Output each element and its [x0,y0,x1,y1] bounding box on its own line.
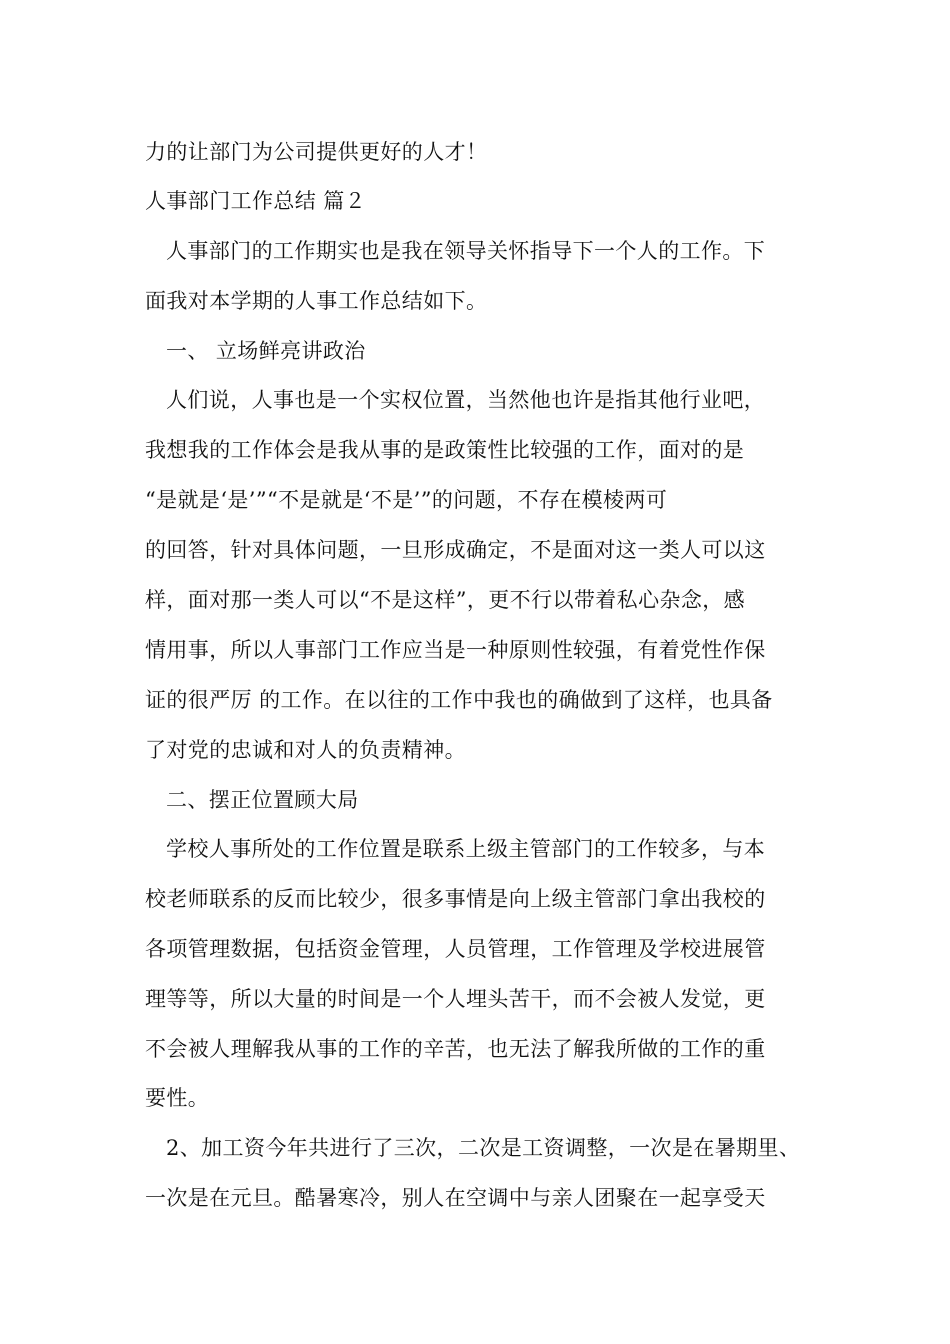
paragraph-line: 面我对本学期的人事工作总结如下。 [145,289,488,313]
paragraph-line: 2、加工资今年共进行了三次，二次是工资调整，一次是在暑期里、 [166,1136,801,1160]
paragraph-line: 不会被人理解我从事的工作的辛苦，也无法了解我所做的工作的重 [145,1037,766,1061]
paragraph-line: 力的让部门为公司提供更好的人才！ [145,140,488,164]
paragraph-line: 的回答，针对具体问题，一旦形成确定，不是面对这一类人可以这 [145,538,766,562]
paragraph-line: 校老师联系的反而比较少，很多事情是向上级主管部门拿出我校的 [145,887,766,911]
section-title: 人事部门工作总结 篇２ [145,189,367,213]
paragraph-line: 学校人事所处的工作位置是联系上级主管部门的工作较多，与本 [166,837,766,861]
paragraph-line: 证的很严厉 的工作。在以往的工作中我也的确做到了这样，也具备 [145,688,773,712]
paragraph-line: 一次是在元旦。酷暑寒冷，别人在空调中与亲人团聚在一起享受天 [145,1186,766,1210]
paragraph-line: 人们说，人事也是一个实权位置，当然他也许是指其他行业吧， [166,388,766,412]
paragraph-line: 要性。 [145,1086,210,1110]
heading-line: 二、摆正位置顾大局 [166,788,359,812]
paragraph-line: “是就是‘是’”“不是就是‘不是’”的问题，不存在模棱两可 [145,488,668,512]
paragraph-line: 样，面对那一类人可以“不是这样”，更不行以带着私心杂念，感 [145,588,746,612]
paragraph-line: 理等等，所以大量的时间是一个人埋头苦干，而不会被人发觉，更 [145,987,766,1011]
paragraph-line: 各项管理数据，包括资金管理，人员管理，工作管理及学校进展管 [145,937,766,961]
paragraph-line: 我想我的工作体会是我从事的是政策性比较强的工作，面对的是 [145,438,745,462]
paragraph-line: 人事部门的工作期实也是我在领导关怀指导下一个人的工作。下 [166,239,766,263]
paragraph-line: 了对党的忠诚和对人的负责精神。 [145,738,466,762]
paragraph-line: 情用事，所以人事部门工作应当是一种原则性较强，有着党性作保 [145,638,766,662]
heading-line: 一、 立场鲜亮讲政治 [166,339,366,363]
